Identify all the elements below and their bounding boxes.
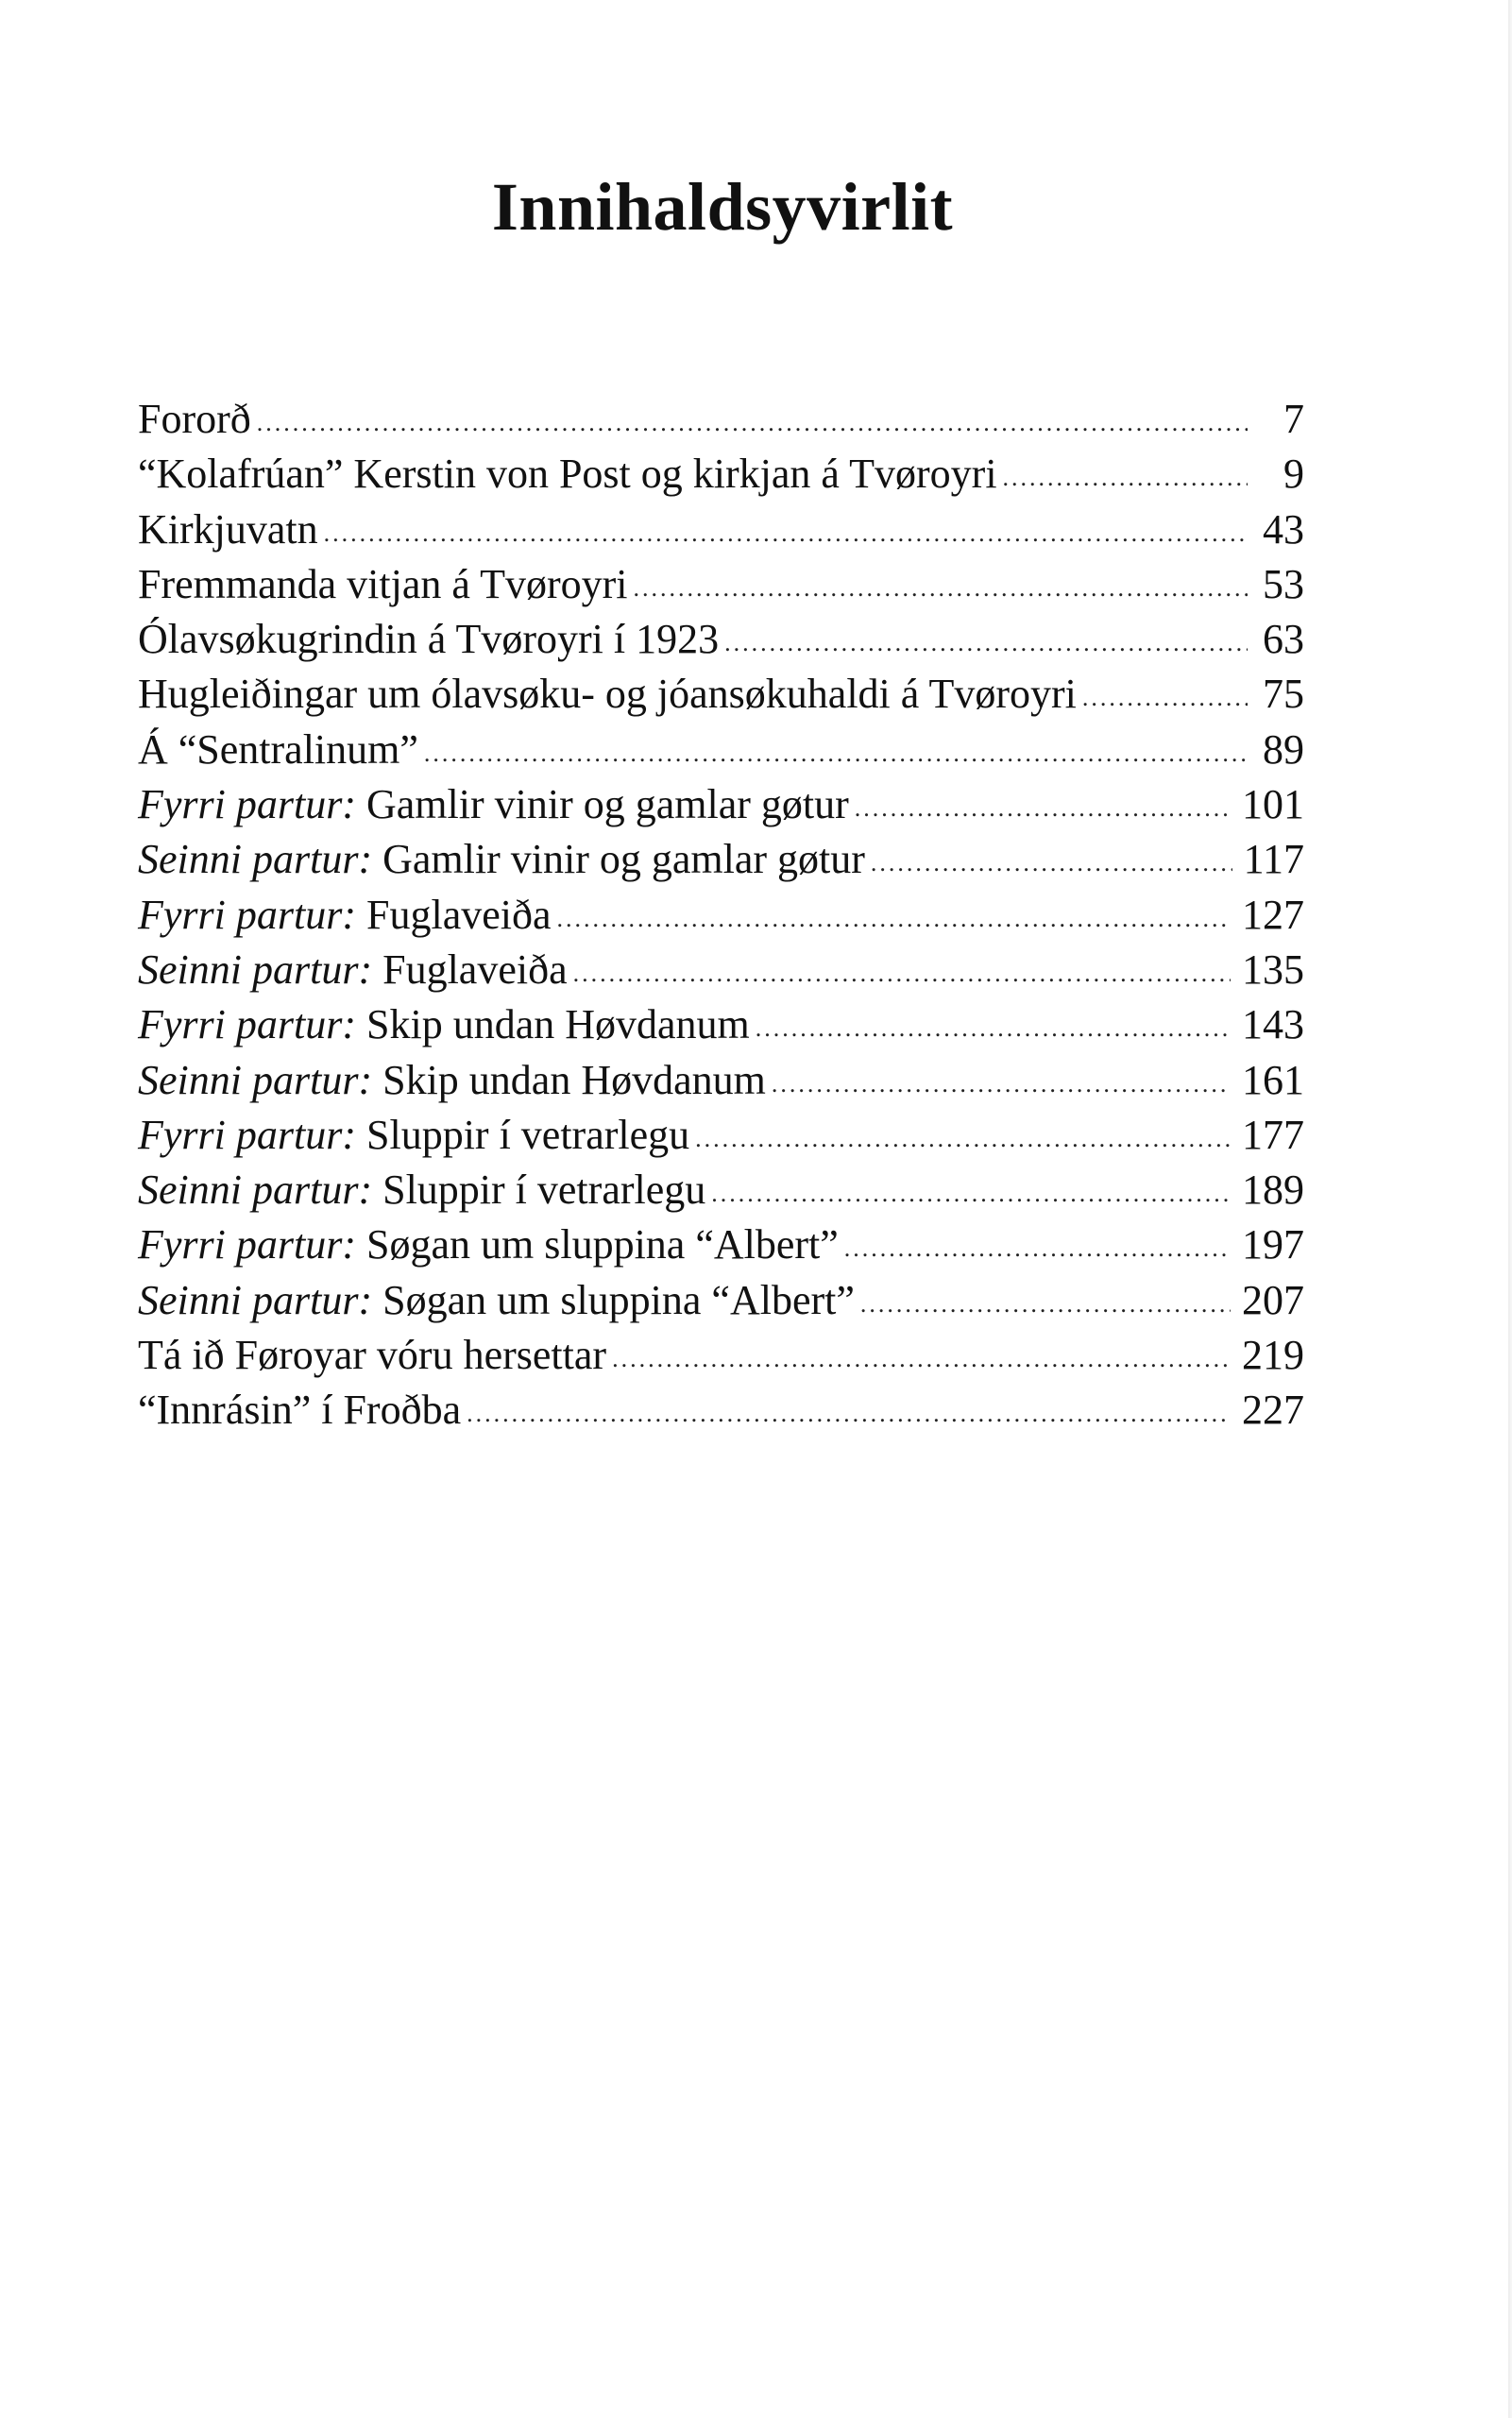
toc-entry-text: Hugleiðingar um ólavsøku- og jóansøkuhaldi á Tvøroyri: [138, 671, 1077, 718]
toc-entry-text: Fremmanda vitjan á Tvøroyri: [138, 560, 628, 607]
toc-entry-page-number: 101: [1242, 781, 1304, 828]
toc-entry-title: [138, 780, 849, 828]
toc-entry-title: [138, 725, 418, 774]
toc-entry-text: Ólavsøkugrindin á Tvøroyri í 1923: [138, 616, 720, 663]
toc-entry: [138, 450, 1304, 504]
toc-entry-title: [138, 1220, 839, 1269]
toc-entry-text: Fuglaveiða: [382, 945, 568, 993]
toc-entry-page-number: 89: [1263, 725, 1304, 773]
toc-entry: [138, 1056, 1304, 1111]
toc-entry-page-number: 43: [1263, 505, 1304, 553]
toc-entry-page-number: 219: [1242, 1332, 1304, 1379]
toc-entry-page-number: 53: [1263, 560, 1304, 607]
toc-entry-title: [138, 1111, 689, 1159]
toc-entry-part-prefix: Fyrri partur:: [138, 891, 356, 938]
toc-entry-text: Gamlir vinir og gamlar gøtur: [366, 781, 849, 828]
dot-leader: [467, 1400, 1231, 1428]
dot-leader: [695, 1125, 1231, 1153]
toc-entry-page-number: 63: [1263, 616, 1304, 663]
toc-entry: [138, 505, 1304, 560]
toc-entry-title: [138, 560, 628, 608]
toc-entry-title: [138, 1386, 461, 1434]
toc-entry-page-number: 7: [1283, 396, 1304, 442]
toc-entry-text: Skip undan Høvdanum: [382, 1056, 766, 1103]
toc-entry-part-prefix: Fyrri partur:: [138, 1001, 356, 1048]
toc-entry-text: Fuglaveiða: [366, 891, 552, 938]
toc-entry-title: [138, 1166, 705, 1214]
toc-entry-page-number: 227: [1242, 1387, 1304, 1434]
toc-entry-title: [138, 450, 997, 498]
toc-entry-part-prefix: Seinni partur:: [138, 1166, 373, 1214]
toc-entry-part-prefix: Fyrri partur:: [138, 1221, 356, 1269]
toc-entry-part-prefix: Fyrri partur:: [138, 781, 356, 828]
toc-entry-text: Sluppir í vetrarlegu: [366, 1111, 690, 1158]
page-title: Innihaldsyvirlit: [491, 169, 954, 245]
toc-entry: [138, 1000, 1304, 1055]
toc-entry-text: Sluppir í vetrarlegu: [382, 1166, 706, 1214]
toc-entry-page-number: 197: [1242, 1221, 1304, 1269]
toc-entry-title: [138, 835, 865, 883]
toc-entry-page-number: 177: [1242, 1111, 1304, 1158]
toc-entry-text: Søgan um sluppina “Albert”: [366, 1221, 839, 1269]
toc-entry-title: [138, 1056, 766, 1104]
toc-entry: [138, 395, 1304, 450]
toc-entry-page-number: 117: [1243, 836, 1304, 883]
dot-leader: [557, 905, 1231, 933]
toc-entry-part-prefix: Seinni partur:: [138, 945, 373, 993]
toc-entry-part-prefix: Fyrri partur:: [138, 1111, 356, 1158]
toc-entry-title: [138, 395, 251, 443]
toc-entry-text: Á “Sentralinum”: [138, 725, 418, 773]
dot-leader: [612, 1345, 1231, 1373]
toc-entry: [138, 1331, 1304, 1386]
dot-leader: [860, 1290, 1231, 1319]
dot-leader: [871, 849, 1232, 877]
toc-entry-text: Tá ið Føroyar vóru hersettar: [138, 1332, 607, 1379]
toc-entry: [138, 1166, 1304, 1220]
toc-entry-title: [138, 891, 552, 939]
toc-entry: [138, 891, 1304, 945]
page-edge-shadow: [1508, 0, 1512, 2418]
toc-entry-text: “Innrásin” í Froðba: [138, 1387, 462, 1434]
toc-entry-part-prefix: Seinni partur:: [138, 1276, 373, 1323]
toc-entry-page-number: 9: [1283, 451, 1304, 498]
toc-entry-title: [138, 945, 568, 994]
dot-leader: [855, 794, 1231, 823]
toc-entry: [138, 1111, 1304, 1166]
toc-entry-title: [138, 1331, 606, 1379]
dot-leader: [711, 1180, 1231, 1208]
toc-entry: [138, 945, 1304, 1000]
dot-leader: [634, 574, 1248, 603]
toc-entry: [138, 1220, 1304, 1275]
toc-entry-page-number: 161: [1242, 1056, 1304, 1103]
toc-entry-part-prefix: Seinni partur:: [138, 1056, 373, 1103]
toc-entry-text: Gamlir vinir og gamlar gøtur: [382, 836, 865, 883]
dot-leader: [257, 409, 1248, 437]
dot-leader: [573, 960, 1231, 988]
toc-entry-title: [138, 615, 719, 663]
toc-entry-title: [138, 1276, 855, 1324]
toc-entry: [138, 560, 1304, 615]
toc-entry-text: Søgan um sluppina “Albert”: [382, 1276, 855, 1323]
toc-entry-title: [138, 670, 1077, 718]
toc-entry-title: [138, 1000, 750, 1048]
toc-entry: [138, 1276, 1304, 1331]
dot-leader: [756, 1014, 1231, 1043]
toc-entry-text: Skip undan Høvdanum: [366, 1001, 750, 1048]
dot-leader: [772, 1070, 1231, 1098]
toc-entry-text: Fororð: [138, 396, 251, 442]
toc-entry: [138, 780, 1304, 835]
table-of-contents: [138, 395, 1304, 1441]
toc-entry-text: Kirkjuvatn: [138, 505, 318, 553]
dot-leader: [324, 519, 1248, 548]
toc-entry: [138, 725, 1304, 780]
toc-entry-page-number: 75: [1263, 671, 1304, 718]
dot-leader: [844, 1235, 1231, 1263]
toc-entry-page-number: 143: [1242, 1001, 1304, 1048]
toc-entry: [138, 670, 1304, 724]
toc-entry: [138, 1386, 1304, 1440]
dot-leader: [724, 629, 1248, 657]
dot-leader: [1082, 684, 1248, 712]
toc-entry-page-number: 135: [1242, 945, 1304, 993]
toc-entry-part-prefix: Seinni partur:: [138, 836, 373, 883]
toc-entry: [138, 835, 1304, 890]
toc-entry-page-number: 207: [1242, 1276, 1304, 1323]
toc-entry-page-number: 127: [1242, 891, 1304, 938]
toc-entry: [138, 615, 1304, 670]
toc-entry-page-number: 189: [1242, 1166, 1304, 1214]
toc-entry-title: [138, 505, 318, 553]
dot-leader: [1003, 464, 1248, 492]
toc-entry-text: “Kolafrúan” Kerstin von Post og kirkjan á Tvøroyri: [138, 451, 997, 498]
dot-leader: [424, 740, 1248, 768]
